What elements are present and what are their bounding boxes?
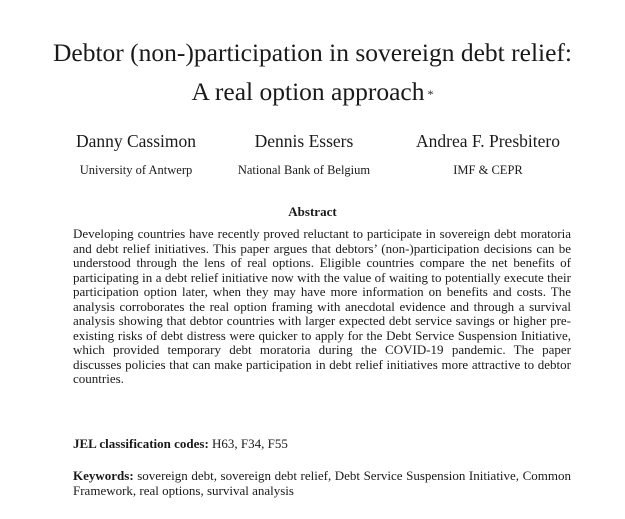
author-1 <box>58 131 214 177</box>
author-affiliation: University of Antwerp <box>79 163 193 177</box>
author-2 <box>226 131 382 177</box>
abstract-text: Developing countries have recently proved reluctant to participate in sovereign debt moratoria and debt relief initiatives. This paper argues that debtors’ (non-)participation decisions can be understood through the lens of real options. Eligible countries compare the net benefits of participating in a debt relief initiative now with the value of waiting to potentially execute their participation option later, when they may have more information on benefits and costs. The analysis corroborates the real option framing with anecdotal evidence and through a survival analysis showing that debtor countries with larger expected debt service savings or higher pre-existing risks of debt distress were quicker to apply for the Debt Service Suspension Initiative, which provided temporary debt moratoria during the COVID-19 pandemic. The paper discusses policies that can make participation in debt relief initiatives more attractive to debtor countries. <box>73 226 571 386</box>
author-affiliation: National Bank of Belgium <box>237 163 371 177</box>
title-footnote-mark: * <box>427 87 434 101</box>
author-name: Andrea F. Presbitero <box>416 131 560 151</box>
keywords-value: sovereign debt, sovereign debt relief, Debt Service Suspension Initiative, Common Framework, real options, survival analysis <box>73 468 572 498</box>
author-name: Dennis Essers <box>254 131 354 151</box>
author-affiliation: IMF & CEPR <box>453 163 523 177</box>
paper-title-line-2-text: A real option approach <box>191 77 425 106</box>
jel-label: JEL classification codes: <box>73 436 209 451</box>
paper-title-line-2 <box>0 77 625 107</box>
paper-title-line-1: Debtor (non-)participation in sovereign debt relief: <box>52 38 573 67</box>
jel-value: H63, F34, F55 <box>212 436 288 451</box>
author-name: Danny Cassimon <box>75 131 197 151</box>
keywords-label: Keywords: <box>73 468 134 483</box>
author-block <box>0 131 625 191</box>
jel-codes <box>73 436 571 451</box>
author-3 <box>400 131 576 177</box>
keywords <box>73 468 571 498</box>
abstract-heading: Abstract <box>288 204 337 219</box>
